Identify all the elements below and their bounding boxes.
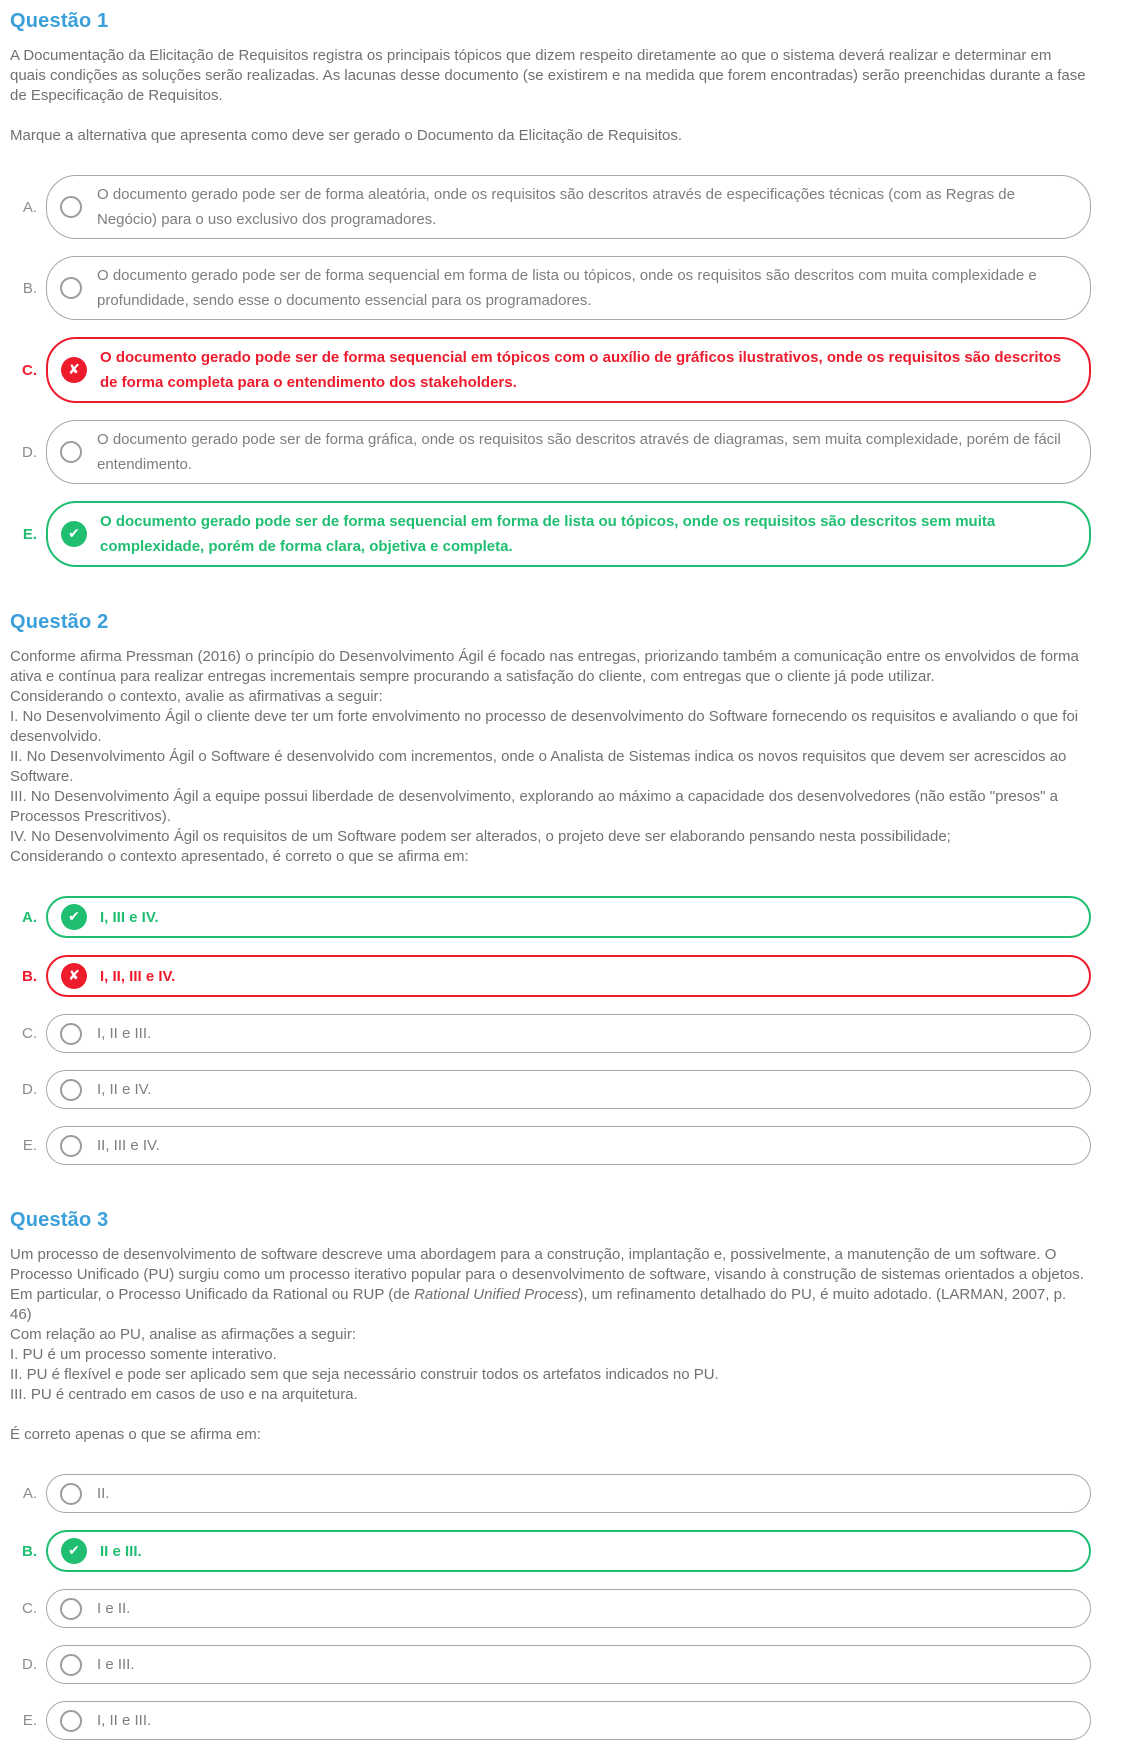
option-text: I, II e III. [97, 1712, 152, 1729]
option-letter: D. [22, 443, 37, 461]
option-c [10, 1589, 1091, 1628]
statement-ii: II. No Desenvolvimento Ágil o Software é desenvolvido com incrementos, onde o Analista de Sistemas indica os novos requisitos que devem ser acrescidos ao Software. [10, 748, 1067, 785]
option-box[interactable] [46, 955, 1091, 997]
option-box[interactable] [46, 1070, 1091, 1109]
radio-unselected-icon[interactable] [60, 441, 82, 463]
incorrect-x-circle-icon: ✘ [61, 963, 87, 989]
correct-check-circle-icon: ✔ [61, 521, 87, 547]
radio-unselected-icon[interactable] [60, 277, 82, 299]
option-letter: B. [22, 1542, 37, 1560]
question-2-options [10, 896, 1091, 1165]
question-1-options [10, 175, 1091, 567]
option-d [10, 1645, 1091, 1684]
radio-unselected-icon[interactable] [60, 196, 82, 218]
question-3 [10, 1209, 1091, 1740]
option-text: I, II, III e IV. [100, 967, 176, 985]
question-1 [10, 10, 1091, 567]
option-box[interactable] [46, 256, 1091, 320]
option-text: O documento gerado pode ser de forma aleatória, onde os requisitos são descritos através de especificações técnicas (com as Regras de Negócio) para o uso exclusivo dos programadores. [97, 186, 1015, 228]
option-letter: C. [22, 1025, 37, 1042]
question-1-body [10, 46, 1091, 146]
question-2-prompt: Considerando o contexto apresentado, é correto o que se afirma em: [10, 848, 469, 865]
option-b-correct [10, 1530, 1091, 1572]
question-2-title: Questão 2 [10, 611, 109, 633]
question-3-intro [10, 1245, 1091, 1325]
option-letter: D. [22, 1656, 37, 1673]
option-e [10, 1701, 1091, 1740]
option-text: II. [97, 1485, 110, 1502]
option-letter: A. [22, 1485, 37, 1502]
option-text: O documento gerado pode ser de forma gráfica, onde os requisitos são descritos através de diagramas, sem muita complexidade, porém de fácil entendimento. [97, 431, 1061, 473]
option-text: I e III. [97, 1656, 135, 1673]
option-a [10, 1474, 1091, 1513]
incorrect-x-circle-icon: ✘ [61, 357, 87, 383]
radio-unselected-icon[interactable] [60, 1483, 82, 1505]
option-box[interactable] [46, 420, 1091, 484]
option-c [10, 1014, 1091, 1053]
option-letter: A. [22, 908, 37, 926]
option-e-correct [10, 501, 1091, 567]
option-box[interactable] [46, 1645, 1091, 1684]
spacer [10, 106, 1091, 126]
question-1-prompt: Marque a alternativa que apresenta como deve ser gerado o Documento da Elicitação de Requisitos. [10, 127, 683, 144]
radio-unselected-icon[interactable] [60, 1654, 82, 1676]
option-text: I e II. [97, 1600, 131, 1617]
statement-i: I. No Desenvolvimento Ágil o cliente deve ter um forte envolvimento no processo de desenvolvimento do Software fornecendo os requisitos e avaliando o que foi desenvolvido. [10, 708, 1079, 745]
option-letter: B. [22, 279, 37, 297]
option-text: O documento gerado pode ser de forma sequencial em tópicos com o auxílio de gráficos ilustrativos, onde os requisitos são descritos de forma completa para o entendimento dos stakeholders. [100, 349, 1062, 391]
question-3-instruction: Com relação ao PU, analise as afirmações a seguir: [10, 1326, 356, 1343]
intro-italic-term: Rational Unified Process [414, 1286, 579, 1303]
correct-check-circle-icon: ✔ [61, 1538, 87, 1564]
option-b [10, 256, 1091, 320]
option-text: I, III e IV. [100, 908, 159, 926]
option-d [10, 420, 1091, 484]
question-3-options [10, 1474, 1091, 1740]
option-text: I, II e III. [97, 1025, 152, 1042]
intro-pre: Um processo de desenvolvimento de software descreve uma abordagem para a construção, implantação e, possivelmente, a manutenção de um software. O Processo Unificado (PU) surgiu como um processo iterativo popular para o desenvolvimento de software, visando à construção de sistemas orientados a objetos. Em particular, o Processo Unificado da Rational ou RUP (de [10, 1246, 1084, 1303]
option-letter: E. [22, 1712, 37, 1729]
option-a-correct [10, 896, 1091, 938]
option-d [10, 1070, 1091, 1109]
option-a [10, 175, 1091, 239]
option-text: O documento gerado pode ser de forma sequencial em forma de lista ou tópicos, onde os requisitos são descritos sem muita complexidade, porém de forma clara, objetiva e completa. [100, 513, 996, 555]
option-box[interactable] [46, 1589, 1091, 1628]
statement-iii: III. PU é centrado em casos de uso e na arquitetura. [10, 1386, 358, 1403]
question-2-intro: Conforme afirma Pressman (2016) o princípio do Desenvolvimento Ágil é focado nas entregas, priorizando também a comunicação entre os envolvidos de forma ativa e contínua para realizar entregas incrementais sempre procurando a satisfação do cliente, com entregas que o cliente já pode utilizar. [10, 648, 1079, 685]
option-box[interactable] [46, 175, 1091, 239]
correct-check-circle-icon: ✔ [61, 904, 87, 930]
option-letter: E. [22, 525, 37, 543]
option-box[interactable] [46, 1701, 1091, 1740]
statement-i: I. PU é um processo somente interativo. [10, 1346, 277, 1363]
question-1-intro: A Documentação da Elicitação de Requisitos registra os principais tópicos que dizem respeito diretamente ao que o sistema deverá realizar e determinar em quais condições as soluções serão realizadas. As lacunas desse documento (se existirem e na medida que forem encontradas) serão preenchidas durante a fase de Especificação de Requisitos. [10, 47, 1086, 104]
question-2-instruction: Considerando o contexto, avalie as afirmativas a seguir: [10, 688, 383, 705]
question-2-body [10, 647, 1091, 867]
option-box[interactable] [46, 1474, 1091, 1513]
radio-unselected-icon[interactable] [60, 1710, 82, 1732]
option-letter: A. [22, 198, 37, 216]
option-letter: D. [22, 1081, 37, 1098]
option-text: II e III. [100, 1542, 142, 1560]
option-box[interactable] [46, 337, 1091, 403]
statement-iii: III. No Desenvolvimento Ágil a equipe possui liberdade de desenvolvimento, explorando ao máximo a capacidade dos desenvolvedores (não estão "presos" a Processos Prescritivos). [10, 788, 1058, 825]
statement-iv: IV. No Desenvolvimento Ágil os requisitos de um Software podem ser alterados, o projeto deve ser elaborando pensando nesta possibilidade; [10, 828, 951, 845]
radio-unselected-icon[interactable] [60, 1079, 82, 1101]
question-2 [10, 611, 1091, 1165]
statement-ii: II. PU é flexível e pode ser aplicado sem que seja necessário construir todos os artefatos indicados no PU. [10, 1366, 719, 1383]
question-3-body [10, 1245, 1091, 1445]
option-box[interactable] [46, 896, 1091, 938]
option-b-incorrect [10, 955, 1091, 997]
intro-post: ), um refinamento detalhado do PU, é muito adotado. (LARMAN, 2007, p. 46) [10, 1286, 1067, 1323]
option-e [10, 1126, 1091, 1165]
question-1-title: Questão 1 [10, 10, 109, 32]
option-box[interactable] [46, 1014, 1091, 1053]
question-3-title: Questão 3 [10, 1209, 109, 1231]
option-letter: C. [22, 361, 37, 379]
option-box[interactable] [46, 1530, 1091, 1572]
option-box[interactable] [46, 1126, 1091, 1165]
option-text: O documento gerado pode ser de forma sequencial em forma de lista ou tópicos, onde os requisitos são descritos com muita complexidade e profundidade, sendo esse o documento essencial para os programadores. [97, 267, 1037, 309]
question-3-prompt: É correto apenas o que se afirma em: [10, 1426, 261, 1443]
option-box[interactable] [46, 501, 1091, 567]
option-letter: B. [22, 967, 37, 985]
option-text: I, II e IV. [97, 1081, 152, 1098]
option-letter: E. [22, 1137, 37, 1154]
radio-unselected-icon[interactable] [60, 1135, 82, 1157]
radio-unselected-icon[interactable] [60, 1023, 82, 1045]
radio-unselected-icon[interactable] [60, 1598, 82, 1620]
spacer [10, 1405, 1091, 1425]
option-letter: C. [22, 1600, 37, 1617]
option-c-incorrect [10, 337, 1091, 403]
option-text: II, III e IV. [97, 1137, 160, 1154]
